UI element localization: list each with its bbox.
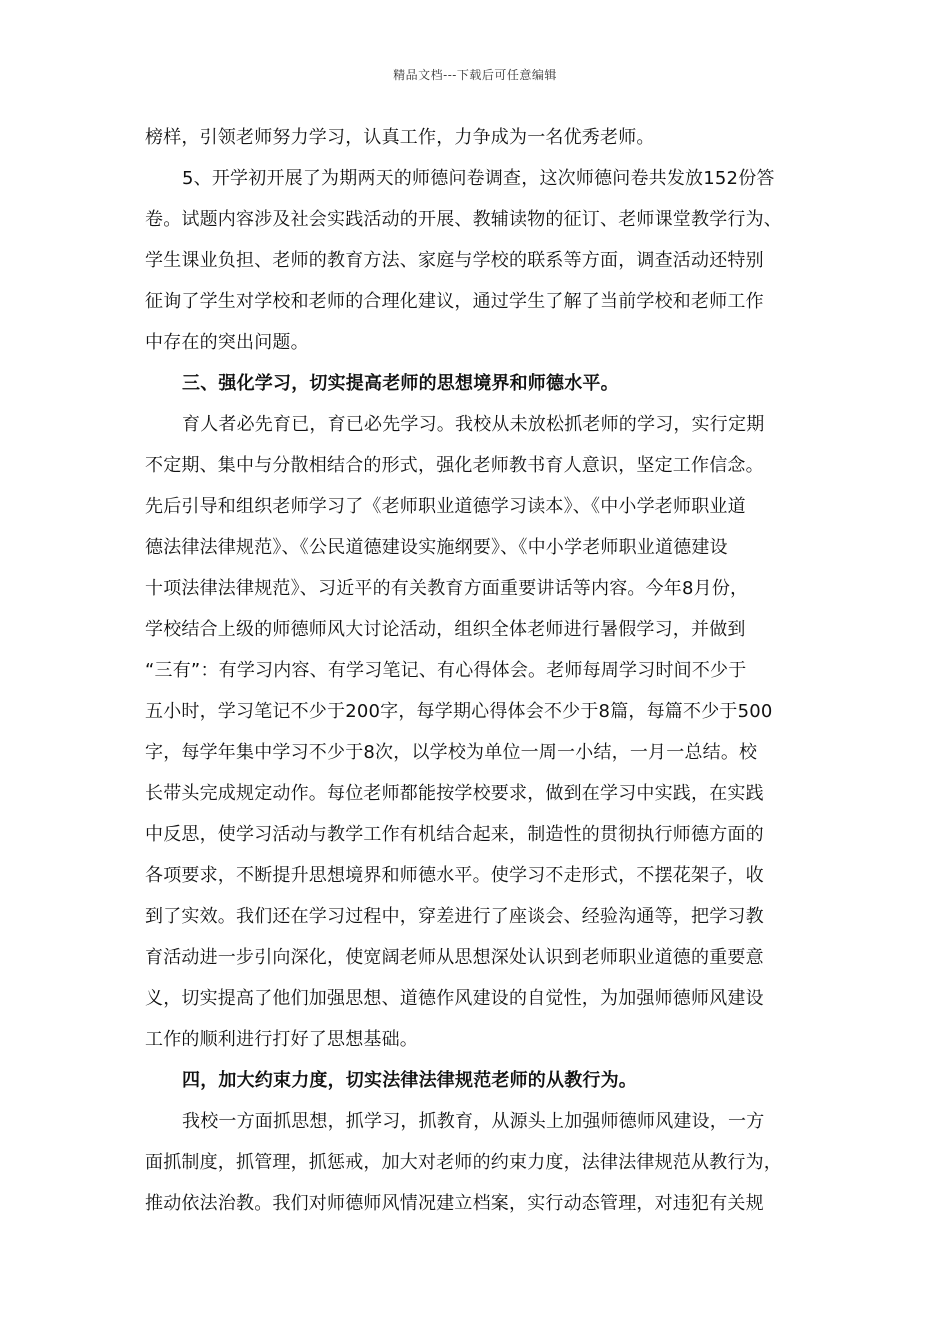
document-body	[145, 117, 815, 1224]
text-line: 学校结合上级的师德师风大讨论活动，组织全体老师进行暑假学习，并做到	[145, 619, 746, 640]
text-line: 到了实效。我们还在学习过程中，穿差进行了座谈会、经验沟通等，把学习教	[145, 906, 764, 927]
text-line: 字，每学年集中学习不少于8次，以学校为单位一周一小结，一月一总结。校	[145, 742, 758, 763]
text-line: 征询了学生对学校和老师的合理化建议，通过学生了解了当前学校和老师工作	[145, 291, 764, 312]
text-line: 学生课业负担、老师的教育方法、家庭与学校的联系等方面，调查活动还特别	[145, 250, 764, 271]
section-heading: 三、强化学习，切实提高老师的思想境界和师德水平。	[182, 373, 619, 394]
text-line: 不定期、集中与分散相结合的形式，强化老师教书育人意识，坚定工作信念。	[145, 455, 764, 476]
text-line: 面抓制度，抓管理，抓惩戒，加大对老师的约束力度，法律法律规范从教行为，	[145, 1152, 782, 1173]
text-line: 义，切实提高了他们加强思想、道德作风建设的自觉性，为加强师德师风建设	[145, 988, 764, 1009]
text-line: 育活动进一步引向深化，使宽阔老师从思想深处认识到老师职业道德的重要意	[145, 947, 764, 968]
text-line: 推动依法治教。我们对师德师风情况建立档案，实行动态管理，对违犯有关规	[145, 1193, 764, 1214]
text-line: 十项法律法律规范》、习近平的有关教育方面重要讲话等内容。今年8月份，	[145, 578, 749, 599]
text-line: 中存在的突出问题。	[145, 332, 309, 353]
text-line: 5、开学初开展了为期两天的师德问卷调查，这次师德问卷共发放152份答	[182, 168, 775, 189]
text-line: “三有”：有学习内容、有学习笔记、有心得体会。老师每周学习时间不少于	[145, 660, 747, 681]
text-line: 长带头完成规定动作。每位老师都能按学校要求，做到在学习中实践，在实践	[145, 783, 764, 804]
text-line: 中反思，使学习活动与教学工作有机结合起来，制造性的贯彻执行师德方面的	[145, 824, 764, 845]
text-line: 德法律法律规范》、《公民道德建设实施纲要》、《中小学老师职业道德建设	[145, 537, 728, 558]
page-header: 精品文档---下载后可任意编辑	[393, 68, 557, 82]
text-line: 卷。试题内容涉及社会实践活动的开展、教辅读物的征订、老师课堂教学行为、	[145, 209, 782, 230]
text-line: 先后引导和组织老师学习了《老师职业道德学习读本》、《中小学老师职业道	[145, 496, 746, 517]
text-line: 工作的顺利进行打好了思想基础。	[145, 1029, 418, 1050]
text-line: 我校一方面抓思想，抓学习，抓教育，从源头上加强师德师风建设，一方	[182, 1111, 765, 1132]
section-heading: 四，加大约束力度，切实法律法律规范老师的从教行为。	[182, 1070, 637, 1091]
text-line: 育人者必先育已，育已必先学习。我校从未放松抓老师的学习，实行定期	[182, 414, 765, 435]
text-line: 榜样，引领老师努力学习，认真工作，力争成为一名优秀老师。	[145, 127, 655, 148]
text-line: 各项要求，不断提升思想境界和师德水平。使学习不走形式，不摆花架子，收	[145, 865, 764, 886]
text-line: 五小时，学习笔记不少于200字，每学期心得体会不少于8篇，每篇不少于500	[145, 701, 773, 722]
